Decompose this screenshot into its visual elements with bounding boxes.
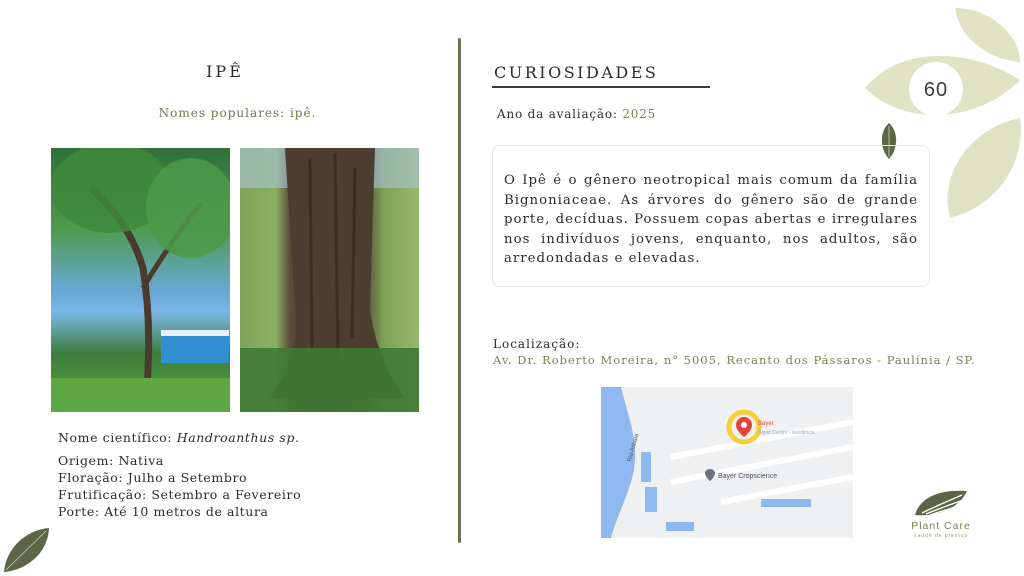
flowering: Floração: Julho a Setembro [58, 470, 248, 485]
plant-care-logo-icon [912, 487, 972, 519]
leaf-top-icon [955, 8, 1020, 62]
plant-title: IPÊ [206, 62, 244, 81]
size: Porte: Até 10 metros de altura [58, 504, 269, 519]
location-label: Localização: [493, 337, 581, 351]
brand-tagline: saúde de plantas [913, 533, 969, 539]
curiosities-title: CURIOSIDADES [494, 63, 659, 82]
map-pin-sublabel: Bayer Centro - residência [758, 430, 815, 436]
map-place-label: Bayer Cropscience [718, 473, 778, 480]
scientific-label: Nome científico: [58, 430, 177, 445]
curiosities-box [492, 145, 930, 287]
vertical-divider [458, 38, 461, 543]
brand-name: Plant Care [911, 520, 971, 532]
scientific-name-line [58, 430, 300, 445]
evaluation-year [497, 107, 656, 121]
title-underline [492, 86, 710, 88]
leaf-bottom-icon [947, 118, 1020, 218]
fruiting: Frutificação: Setembro a Fevereiro [58, 487, 302, 502]
year-value: 2025 [622, 107, 657, 121]
curiosities-text: O Ipê é o gênero neotropical mais comum da família Bignoniaceae. As árvores do gênero são de grande porte, decíduas. Possuem copas abertas e irregulares nos indivíduos jovens, enquanto, nos adultos, são arredondadas e elevadas. [504, 173, 918, 266]
tree-canopy-photo [51, 148, 230, 412]
map-pin-label: Bayer [758, 421, 774, 427]
road-label: Rio Atibaia [627, 433, 641, 463]
corner-leaf-icon [0, 524, 52, 576]
scientific-name: Handroanthus sp. [176, 430, 300, 445]
tree-trunk-photo [240, 148, 419, 412]
origin: Origem: Nativa [58, 453, 164, 468]
year-label: Ano da avaliação: [497, 107, 623, 121]
popular-names: Nomes populares: ipê. [158, 106, 317, 120]
page-number: 60 [923, 79, 949, 101]
location-address: Av. Dr. Roberto Moreira, n° 5005, Recanto dos Pássaros - Paulínia / SP. [493, 353, 976, 367]
location-map[interactable] [601, 387, 853, 538]
